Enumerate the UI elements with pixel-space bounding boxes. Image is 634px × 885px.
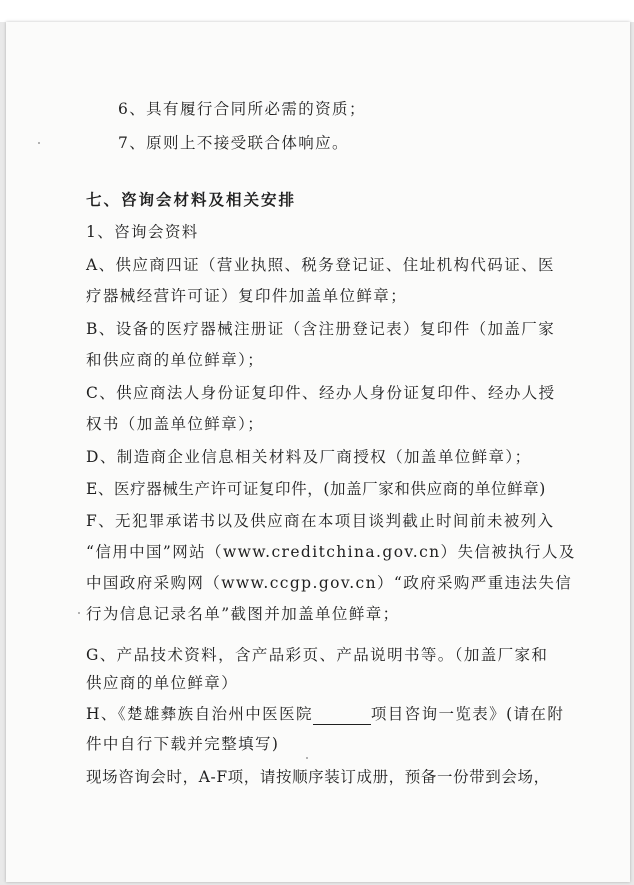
item-a-line-1: A、供应商四证（营业执照、税务登记证、住址机构代码证、医	[86, 256, 555, 274]
item-h-line-2: 件中自行下载并完整填写)	[86, 735, 280, 753]
scan-speck	[38, 142, 40, 144]
scan-speck	[306, 757, 308, 759]
item-e-line-1: E、医疗器械生产许可证复印件，(加盖厂家和供应商的单位鲜章)	[86, 480, 546, 498]
item-a-line-2: 疗器械经营许可证）复印件加盖单位鲜章；	[86, 287, 408, 305]
scan-speck	[78, 612, 80, 614]
item-f-line-2: “信用中国”网站（www.creditchina.gov.cn）失信被执行人及	[86, 543, 576, 561]
item-b-line-2: 和供应商的单位鲜章）；	[86, 351, 265, 369]
item-c-line-1: C、供应商法人身份证复印件、经办人身份证复印件、经办人授	[86, 384, 556, 402]
item-g-line-1: G、产品技术资料，含产品彩页、产品说明书等。（加盖厂家和	[86, 646, 549, 664]
item-c-line-2: 权书（加盖单位鲜章）；	[86, 415, 265, 433]
section-7-heading: 七、咨询会材料及相关安排	[86, 191, 297, 209]
requirement-item-6: 6、具有履行合同所必需的资质；	[118, 100, 366, 118]
closing-instruction: 现场咨询会时，A-F项，请按顺序装订成册，预备一份带到会场，	[86, 768, 550, 786]
subsection-1-title: 1、咨询会资料	[86, 223, 199, 241]
item-h-line-1	[86, 704, 564, 725]
item-f-line-1: F、无犯罪承诺书以及供应商在本项目谈判截止时间前未被列入	[86, 512, 555, 530]
item-f-line-3: 中国政府采购网（www.ccgp.gov.cn）“政府采购严重违法失信	[86, 574, 573, 592]
item-g-line-2: 供应商的单位鲜章）	[86, 674, 239, 692]
item-d-line-1: D、制造商企业信息相关材料及厂商授权（加盖单位鲜章）；	[86, 448, 532, 466]
document-page	[6, 22, 630, 882]
requirement-item-7: 7、原则上不接受联合体响应。	[118, 134, 349, 152]
item-h-suffix: 项目咨询一览表》(请在附	[370, 705, 565, 723]
item-f-line-4: 行为信息记录名单”截图并加盖单位鲜章；	[86, 605, 400, 623]
fill-in-blank	[313, 704, 371, 725]
item-b-line-1: B、设备的医疗器械注册证（含注册登记表）复印件（加盖厂家	[86, 320, 556, 338]
item-h-prefix: H、《楚雄彝族自治州中医医院	[86, 705, 313, 723]
viewer-top-strip	[0, 0, 634, 22]
